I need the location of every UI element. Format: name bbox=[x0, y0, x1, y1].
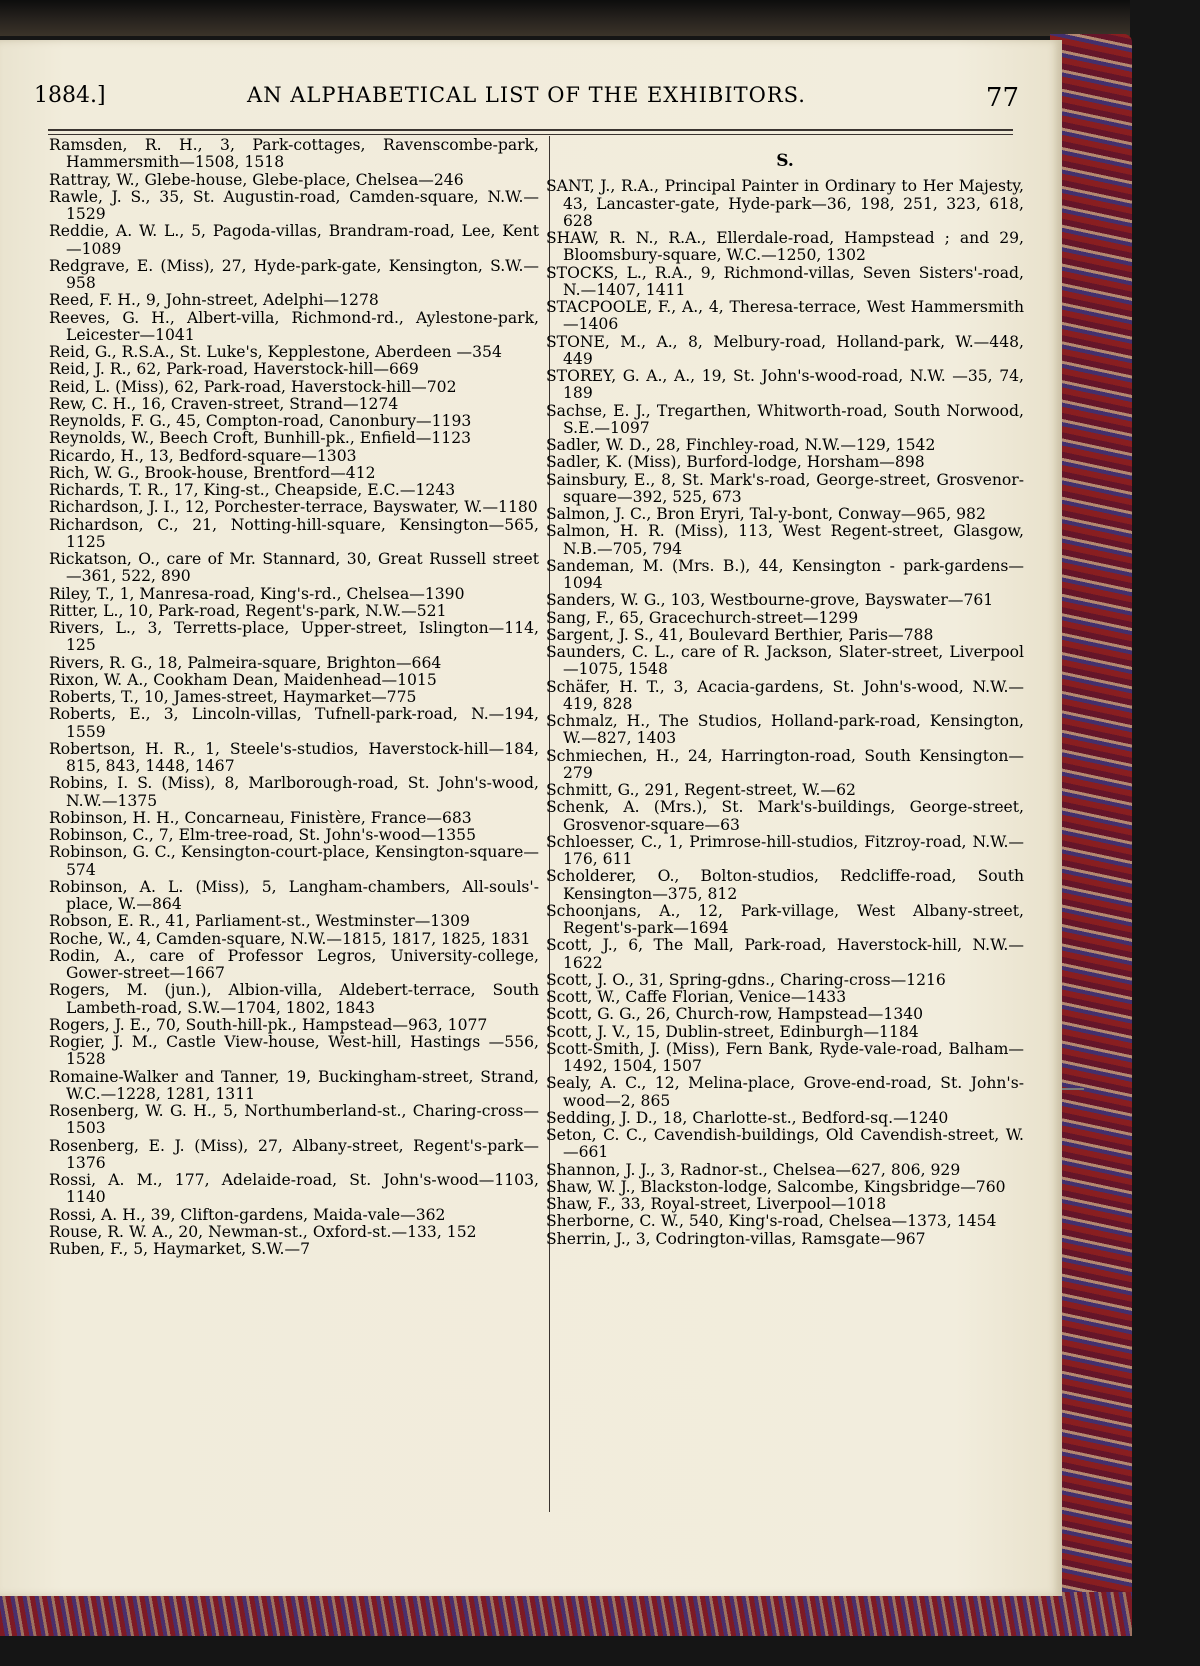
exhibitor-entry: Rivers, L., 3, Terretts-place, Upper-street, Islington—114, 125 bbox=[49, 619, 539, 655]
exhibitor-entry: STOCKS, L., R.A., 9, Richmond-villas, Seven Sisters'-road, N.—1407, 1411 bbox=[546, 263, 1024, 299]
exhibitor-entry: Scott-Smith, J. (Miss), Fern Bank, Ryde-vale-road, Balham—1492, 1504, 1507 bbox=[546, 1039, 1024, 1075]
exhibitor-entry: Schmalz, H., The Studios, Holland-park-road, Kensington, W.—827, 1403 bbox=[546, 712, 1024, 748]
exhibitor-entry: Scott, J. O., 31, Spring-gdns., Charing-cross—1216 bbox=[546, 970, 946, 989]
exhibitor-entry: Schmitt, G., 291, Regent-street, W.—62 bbox=[546, 781, 856, 799]
exhibitor-entry: Seton, C. C., Cavendish-buildings, Old Cavendish-street, W.—661 bbox=[546, 1126, 1024, 1162]
header-rule-thin bbox=[48, 134, 1013, 135]
exhibitor-entry: Rich, W. G., Brook-house, Brentford—412 bbox=[49, 463, 376, 482]
exhibitor-entry: Scott, W., Caffe Florian, Venice—1433 bbox=[546, 988, 847, 1006]
exhibitor-entry: Rattray, W., Glebe-house, Glebe-place, Chelsea—246 bbox=[49, 170, 464, 189]
header-title: AN ALPHABETICAL LIST OF THE EXHIBITORS. bbox=[247, 83, 806, 107]
exhibitor-entry: Rogier, J. M., Castle View-house, West-hill, Hastings —556, 1528 bbox=[49, 1033, 539, 1069]
exhibitor-entry: Saunders, C. L., care of R. Jackson, Slater-street, Liverpool—1075, 1548 bbox=[546, 643, 1024, 679]
exhibitor-entry: Robinson, G. C., Kensington-court-place, Kensington-square—574 bbox=[49, 843, 539, 879]
exhibitor-entry: Shaw, F., 33, Royal-street, Liverpool—1018 bbox=[546, 1195, 887, 1213]
exhibitor-entry: Sadler, W. D., 28, Finchley-road, N.W.—129, 1542 bbox=[546, 436, 936, 454]
exhibitor-entry: STONE, M., A., 8, Melbury-road, Holland-park, W.—448, 449 bbox=[546, 332, 1024, 368]
exhibitor-entry: Sadler, K. (Miss), Burford-lodge, Horsham—898 bbox=[546, 453, 925, 472]
exhibitor-entry: Rossi, A. H., 39, Clifton-gardens, Maida-vale—362 bbox=[49, 1205, 446, 1224]
exhibitor-entry: Scott, G. G., 26, Church-row, Hampstead—1340 bbox=[546, 1005, 924, 1024]
edge-mark bbox=[1062, 1088, 1084, 1090]
marbled-page-edge bbox=[1050, 34, 1132, 1634]
exhibitor-entry: Sherrin, J., 3, Codrington-villas, Ramsgate—967 bbox=[546, 1229, 926, 1248]
exhibitor-entry: Rogers, M. (jun.), Albion-villa, Aldebert-terrace, South Lambeth-road, S.W.—1704, 1802, 1843 bbox=[49, 981, 539, 1017]
exhibitor-entry: Rouse, R. W. A., 20, Newman-st., Oxford-st.—133, 152 bbox=[49, 1222, 477, 1241]
exhibitor-entry: Sedding, J. D., 18, Charlotte-st., Bedford-sq.—1240 bbox=[546, 1108, 949, 1127]
section-letter-s: S. bbox=[776, 151, 794, 171]
exhibitor-entry: Sang, F., 65, Gracechurch-street—1299 bbox=[546, 608, 859, 627]
page-number: 77 bbox=[985, 83, 1019, 113]
exhibitor-entry: Sanders, W. G., 103, Westbourne-grove, Bayswater—761 bbox=[546, 591, 994, 610]
exhibitor-entry: Salmon, J. C., Bron Eryri, Tal-y-bont, Conway—965, 982 bbox=[546, 505, 986, 523]
exhibitor-entry: Rickatson, O., care of Mr. Stannard, 30, Great Russell street—361, 522, 890 bbox=[49, 550, 539, 586]
exhibitor-entry: Sherborne, C. W., 540, King's-road, Chelsea—1373, 1454 bbox=[546, 1212, 997, 1231]
exhibitor-entry: Robinson, A. L. (Miss), 5, Langham-chambers, All-souls'-place, W.—864 bbox=[49, 877, 539, 913]
exhibitor-entry: Rawle, J. S., 35, St. Augustin-road, Camden-square, N.W.—1529 bbox=[49, 187, 539, 223]
exhibitor-entry: Rosenberg, W. G. H., 5, Northumberland-st., Charing-cross—1503 bbox=[49, 1102, 539, 1138]
exhibitor-entry: Schäfer, H. T., 3, Acacia-gardens, St. John's-wood, N.W.—419, 828 bbox=[546, 677, 1024, 713]
exhibitor-entry: Robson, E. R., 41, Parliament-st., Westminster—1309 bbox=[49, 912, 470, 931]
exhibitor-entry: Rivers, R. G., 18, Palmeira-square, Brighton—664 bbox=[49, 653, 442, 672]
exhibitor-entry: Schoonjans, A., 12, Park-village, West Albany-street, Regent's-park—1694 bbox=[546, 901, 1024, 937]
exhibitor-entry: Rixon, W. A., Cookham Dean, Maidenhead—1015 bbox=[49, 670, 437, 689]
exhibitor-entry: Salmon, H. R. (Miss), 113, West Regent-street, Glasgow, N.B.—705, 794 bbox=[546, 522, 1024, 558]
exhibitor-entry: Richards, T. R., 17, King-st., Cheapside, E.C.—1243 bbox=[49, 481, 456, 499]
exhibitor-entry: Schenk, A. (Mrs.), St. Mark's-buildings, George-street, Grosvenor-square—63 bbox=[546, 798, 1024, 834]
exhibitor-entry: Shannon, J. J., 3, Radnor-st., Chelsea—627, 806, 929 bbox=[546, 1160, 961, 1179]
book-binding-top bbox=[0, 0, 1130, 36]
exhibitor-entry: Sealy, A. C., 12, Melina-place, Grove-end-road, St. John's-wood—2, 865 bbox=[546, 1074, 1024, 1110]
exhibitor-entry: Roberts, E., 3, Lincoln-villas, Tufnell-park-road, N.—194, 1559 bbox=[49, 705, 539, 741]
exhibitor-entry: Roberts, T., 10, James-street, Haymarket—775 bbox=[49, 688, 417, 706]
exhibitor-entry: STACPOOLE, F., A., 4, Theresa-terrace, West Hammersmith—1406 bbox=[546, 298, 1024, 334]
exhibitor-entry: Rosenberg, E. J. (Miss), 27, Albany-street, Regent's-park—1376 bbox=[49, 1136, 539, 1172]
exhibitor-entry: Robinson, H. H., Concarneau, Finistère, France—683 bbox=[49, 808, 472, 827]
right-entries bbox=[546, 178, 1024, 1248]
exhibitor-entry: Redgrave, E. (Miss), 27, Hyde-park-gate, Kensington, S.W.—958 bbox=[49, 256, 539, 292]
exhibitor-entry: Scott, J. V., 15, Dublin-street, Edinburgh—1184 bbox=[546, 1022, 919, 1041]
exhibitor-entry: SANT, J., R.A., Principal Painter in Ordinary to Her Majesty, 43, Lancaster-gate, Hyde-park—36, 198, 251, 323, 618, 628 bbox=[546, 177, 1024, 230]
exhibitor-entry: Reed, F. H., 9, John-street, Adelphi—1278 bbox=[49, 291, 379, 310]
running-head bbox=[34, 83, 1019, 119]
exhibitor-entry: STOREY, G. A., A., 19, St. John's-wood-road, N.W. —35, 74, 189 bbox=[546, 367, 1024, 403]
exhibitor-entry: Reid, G., R.S.A., St. Luke's, Kepplestone, Aberdeen —354 bbox=[49, 343, 502, 361]
right-column bbox=[546, 137, 1024, 1248]
exhibitor-entry: Rossi, A. M., 177, Adelaide-road, St. John's-wood—1103, 1140 bbox=[49, 1171, 539, 1207]
exhibitor-entry: Riley, T., 1, Manresa-road, King's-rd., Chelsea—1390 bbox=[49, 584, 465, 603]
exhibitor-entry: Reynolds, F. G., 45, Compton-road, Canonbury—1193 bbox=[49, 412, 472, 430]
exhibitor-entry: Romaine-Walker and Tanner, 19, Buckingham-street, Strand, W.C.—1228, 1281, 1311 bbox=[49, 1067, 539, 1103]
exhibitor-entry: Richardson, J. I., 12, Porchester-terrace, Bayswater, W.—1180 bbox=[49, 498, 538, 517]
exhibitor-entry: Sandeman, M. (Mrs. B.), 44, Kensington - park-gardens—1094 bbox=[546, 556, 1024, 592]
exhibitor-entry: Roche, W., 4, Camden-square, N.W.—1815, 1817, 1825, 1831 bbox=[49, 929, 531, 948]
exhibitor-entry: Schloesser, C., 1, Primrose-hill-studios, Fitzroy-road, N.W.—176, 611 bbox=[546, 832, 1024, 868]
exhibitor-entry: Sainsbury, E., 8, St. Mark's-road, George-street, Grosvenor-square—392, 525, 673 bbox=[546, 470, 1024, 506]
exhibitor-entry: Robertson, H. R., 1, Steele's-studios, Haverstock-hill—184, 815, 843, 1448, 1467 bbox=[49, 739, 539, 775]
exhibitor-entry: Ricardo, H., 13, Bedford-square—1303 bbox=[49, 446, 357, 465]
exhibitor-entry: Robinson, C., 7, Elm-tree-road, St. John's-wood—1355 bbox=[49, 826, 477, 844]
exhibitor-entry: Rodin, A., care of Professor Legros, University-college, Gower-street—1667 bbox=[49, 946, 539, 982]
exhibitor-entry: Scott, J., 6, The Mall, Park-road, Haverstock-hill, N.W.—1622 bbox=[546, 936, 1024, 972]
exhibitor-entry: Scholderer, O., Bolton-studios, Redcliffe-road, South Kensington—375, 812 bbox=[546, 867, 1024, 903]
exhibitor-entry: Reddie, A. W. L., 5, Pagoda-villas, Brandram-road, Lee, Kent—1089 bbox=[49, 222, 539, 258]
exhibitor-entry: Ruben, F., 5, Haymarket, S.W.—7 bbox=[49, 1240, 311, 1258]
exhibitor-entry: Ramsden, R. H., 3, Park-cottages, Ravenscombe-park, Hammersmith—1508, 1518 bbox=[49, 136, 539, 172]
exhibitor-entry: SHAW, R. N., R.A., Ellerdale-road, Hampstead ; and 29, Bloomsbury-square, W.C.—1250, 1302 bbox=[546, 229, 1024, 265]
left-column bbox=[49, 137, 539, 1258]
exhibitor-entry: Reynolds, W., Beech Croft, Bunhill-pk., Enfield—1123 bbox=[49, 429, 472, 448]
exhibitor-entry: Ritter, L., 10, Park-road, Regent's-park, N.W.—521 bbox=[49, 601, 447, 620]
marbled-bottom-edge bbox=[0, 1592, 1132, 1636]
exhibitor-entry: Reid, J. R., 62, Park-road, Haverstock-hill—669 bbox=[49, 360, 419, 379]
header-rule-thick bbox=[48, 129, 1013, 131]
exhibitor-entry: Sargent, J. S., 41, Boulevard Berthier, Paris—788 bbox=[546, 625, 934, 644]
exhibitor-entry: Reid, L. (Miss), 62, Park-road, Haverstock-hill—702 bbox=[49, 377, 457, 396]
exhibitor-entry: Rogers, J. E., 70, South-hill-pk., Hampstead—963, 1077 bbox=[49, 1015, 488, 1034]
exhibitor-entry: Rew, C. H., 16, Craven-street, Strand—1274 bbox=[49, 394, 399, 413]
exhibitor-entry: Robins, I. S. (Miss), 8, Marlborough-road, St. John's-wood, N.W.—1375 bbox=[49, 774, 539, 810]
exhibitor-entry: Schmiechen, H., 24, Harrington-road, South Kensington—279 bbox=[546, 746, 1024, 782]
exhibitor-entry: Shaw, W. J., Blackston-lodge, Salcombe, Kingsbridge—760 bbox=[546, 1177, 1006, 1196]
exhibitor-entry: Richardson, C., 21, Notting-hill-square, Kensington—565, 1125 bbox=[49, 515, 539, 551]
exhibitor-entry: Reeves, G. H., Albert-villa, Richmond-rd., Aylestone-park, Leicester—1041 bbox=[49, 308, 539, 344]
header-year: 1884.] bbox=[34, 83, 106, 108]
exhibitor-entry: Sachse, E. J., Tregarthen, Whitworth-road, South Norwood, S.E.—1097 bbox=[546, 401, 1024, 437]
